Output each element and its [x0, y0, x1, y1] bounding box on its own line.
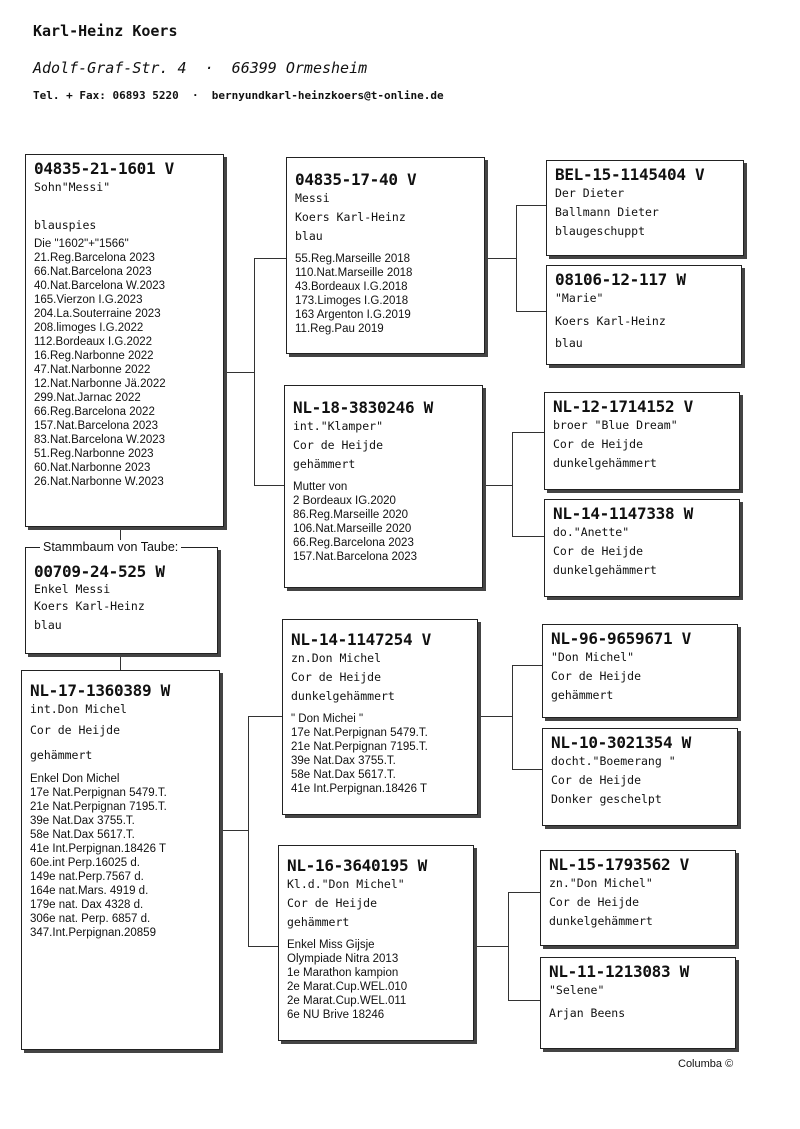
results-list: [287, 938, 465, 1022]
result-line: 60.Nat.Narbonne 2023: [34, 462, 151, 474]
pigeon-desc: blaugeschuppt: [555, 224, 646, 238]
results-list: [34, 237, 215, 489]
connector: [508, 1000, 540, 1001]
connector: [508, 892, 540, 893]
pigeon-desc: Cor de Heijde: [551, 773, 642, 787]
result-line: 39e Nat.Dax 3755.T.: [291, 755, 396, 767]
result-line: 299.Nat.Jarnac 2022: [34, 392, 141, 404]
connector: [483, 485, 512, 486]
connector: [478, 716, 512, 717]
result-line: 112.Bordeaux I.G.2022: [34, 336, 153, 348]
pigeon-desc: Cor de Heijde: [551, 669, 642, 683]
result-line: 41e Int.Perpignan.18426 T: [30, 843, 166, 855]
great-grandparent-card-8: [540, 957, 736, 1049]
grandparent-card-3: [282, 619, 478, 815]
connector: [512, 536, 544, 537]
result-line: 204.La.Souterraine 2023: [34, 308, 161, 320]
ring-number: NL-14-1147338 W: [553, 504, 693, 523]
ring-number: 04835-17-40 V: [295, 170, 417, 189]
great-grandparent-card-6: [542, 728, 738, 826]
result-line: 2 Bordeaux IG.2020: [293, 495, 396, 507]
result-line: 157.Nat.Barcelona 2023: [293, 551, 418, 563]
result-line: 39e Nat.Dax 3755.T.: [30, 815, 135, 827]
result-line: 16.Reg.Narbonne 2022: [34, 350, 154, 362]
result-line: 17e Nat.Perpignan 5479.T.: [291, 727, 428, 739]
result-line: 17e Nat.Perpignan 5479.T.: [30, 787, 167, 799]
connector: [248, 716, 249, 946]
ring-number: NL-14-1147254 V: [291, 630, 431, 649]
connector: [248, 946, 282, 947]
result-line: 58e Nat.Dax 5617.T.: [30, 829, 135, 841]
result-line: " Don Michei ": [291, 713, 364, 725]
pigeon-desc: Der Dieter: [555, 186, 625, 200]
ring-number: NL-18-3830246 W: [293, 398, 433, 417]
pigeon-desc: blau: [295, 229, 323, 243]
pigeon-desc: do."Anette": [553, 525, 630, 539]
result-line: Olympiade Nitra 2013: [287, 953, 399, 965]
pigeon-desc: dunkelgehämmert: [553, 456, 657, 470]
result-line: Enkel Miss Gijsje: [287, 939, 375, 951]
results-list: [30, 772, 211, 940]
pigeon-desc: blauspies: [34, 218, 97, 232]
pigeon-desc: Koers Karl-Heinz: [295, 210, 406, 224]
result-line: 40.Nat.Barcelona W.2023: [34, 280, 166, 292]
result-line: 208.limoges I.G.2022: [34, 322, 144, 334]
connector: [516, 205, 546, 206]
pigeon-desc: Sohn"Messi": [34, 180, 111, 194]
result-line: 173.Limoges I.G.2018: [295, 295, 409, 307]
pigeon-desc: gehämmert: [551, 688, 614, 702]
great-grandparent-card-1: [546, 160, 744, 256]
pigeon-desc: Cor de Heijde: [287, 896, 378, 910]
result-line: 60e.int Perp.16025 d.: [30, 857, 140, 869]
result-line: 2e Marat.Cup.WEL.011: [287, 995, 407, 1007]
connector: [120, 654, 121, 670]
great-grandparent-card-2: [546, 265, 742, 365]
connector: [512, 432, 513, 536]
ring-number: NL-10-3021354 W: [551, 733, 691, 752]
connector: [474, 946, 508, 947]
pigeon-desc: Ballmann Dieter: [555, 205, 659, 219]
ring-number: NL-16-3640195 W: [287, 856, 427, 875]
result-line: 12.Nat.Narbonne Jä.2022: [34, 378, 166, 390]
connector: [254, 258, 286, 259]
pigeon-desc: Donker geschelpt: [551, 792, 662, 806]
result-line: 2e Marat.Cup.WEL.010: [287, 981, 408, 993]
ring-number: NL-12-1714152 V: [553, 397, 693, 416]
pigeon-desc: int."Klamper": [293, 419, 384, 433]
result-line: Enkel Don Michel: [30, 773, 120, 785]
breeder-contact: Tel. + Fax: 06893 5220 · bernyundkarl-heinzkoers@t-online.de: [33, 89, 444, 102]
result-line: 26.Nat.Narbonne W.2023: [34, 476, 164, 488]
dam-card: [21, 670, 220, 1050]
ring-number: NL-17-1360389 W: [30, 681, 170, 700]
pigeon-desc: dunkelgehämmert: [291, 689, 395, 703]
great-grandparent-card-3: [544, 392, 740, 490]
connector: [254, 485, 286, 486]
connector: [220, 830, 248, 831]
connector: [512, 432, 544, 433]
results-list: [291, 712, 469, 796]
pigeon-desc: zn."Don Michel": [549, 876, 653, 890]
pigeon-desc: "Marie": [555, 291, 604, 305]
results-list: [293, 480, 474, 564]
footer-credit: Columba ©: [678, 1058, 734, 1070]
pigeon-desc: "Don Michel": [551, 650, 635, 664]
result-line: 347.Int.Perpignan.20859: [30, 927, 156, 939]
ring-number: 04835-21-1601 V: [34, 159, 174, 178]
result-line: 164e nat.Mars. 4919 d.: [30, 885, 149, 897]
result-line: 21e Nat.Perpignan 7195.T.: [30, 801, 167, 813]
connector: [516, 311, 546, 312]
great-grandparent-card-5: [542, 624, 738, 718]
result-line: 163 Argenton I.G.2019: [295, 309, 411, 321]
connector: [248, 716, 282, 717]
pigeon-desc: Messi: [295, 191, 330, 205]
pigeon-desc: int.Don Michel: [30, 702, 127, 716]
pigeon-desc: Cor de Heijde: [293, 438, 384, 452]
result-line: 11.Reg.Pau 2019: [295, 323, 384, 335]
result-line: Mutter von: [293, 481, 348, 493]
pigeon-desc: blau: [555, 336, 583, 350]
grandparent-card-1: [286, 157, 485, 354]
result-line: 165.Vierzon I.G.2023: [34, 294, 143, 306]
pigeon-desc: gehämmert: [287, 915, 350, 929]
pigeon-desc: gehämmert: [293, 457, 356, 471]
ring-number: NL-96-9659671 V: [551, 629, 691, 648]
connector: [512, 769, 542, 770]
grandparent-card-4: [278, 845, 474, 1041]
result-line: 55.Reg.Marseille 2018: [295, 253, 411, 265]
result-line: 47.Nat.Narbonne 2022: [34, 364, 151, 376]
great-grandparent-card-4: [544, 499, 740, 597]
connector: [254, 258, 255, 485]
result-line: 149e nat.Perp.7567 d.: [30, 871, 144, 883]
pigeon-desc: Enkel Messi: [34, 582, 111, 596]
result-line: 51.Reg.Narbonne 2023: [34, 448, 154, 460]
result-line: 66.Nat.Barcelona 2023: [34, 266, 152, 278]
result-line: 110.Nat.Marseille 2018: [295, 267, 413, 279]
ring-number: BEL-15-1145404 V: [555, 165, 705, 184]
pigeon-desc: Koers Karl-Heinz: [34, 599, 145, 613]
pigeon-desc: Cor de Heijde: [291, 670, 382, 684]
connector: [516, 205, 517, 311]
pigeon-desc: Cor de Heijde: [553, 544, 644, 558]
result-line: 179e nat. Dax 4328 d.: [30, 899, 144, 911]
ring-number: 00709-24-525 W: [34, 562, 165, 581]
result-line: 6e NU Brive 18246: [287, 1009, 385, 1021]
pigeon-desc: broer "Blue Dream": [553, 418, 678, 432]
result-line: 1e Marathon kampion: [287, 967, 399, 979]
ring-number: NL-11-1213083 W: [549, 962, 689, 981]
pigeon-card-sire-line: [25, 154, 224, 527]
result-line: 106.Nat.Marseille 2020: [293, 523, 412, 535]
pigeon-desc: dunkelgehämmert: [549, 914, 653, 928]
pigeon-desc: Cor de Heijde: [549, 895, 640, 909]
breeder-address: Adolf-Graf-Str. 4 · 66399 Ormesheim: [33, 59, 368, 77]
grandparent-card-2: [284, 385, 483, 588]
pigeon-desc: docht."Boemerang ": [551, 754, 676, 768]
connector: [224, 372, 254, 373]
pigeon-desc: [34, 197, 215, 216]
connector: [512, 665, 542, 666]
connector: [508, 892, 509, 1000]
pigeon-desc: Cor de Heijde: [30, 723, 121, 737]
result-line: 66.Reg.Barcelona 2022: [34, 406, 155, 418]
pigeon-desc: Cor de Heijde: [553, 437, 644, 451]
pigeon-desc: Kl.d."Don Michel": [287, 877, 405, 891]
pigeon-desc: Koers Karl-Heinz: [555, 314, 666, 328]
result-line: 306e nat. Perp. 6857 d.: [30, 913, 151, 925]
ring-number: NL-15-1793562 V: [549, 855, 689, 874]
pigeon-desc: blau: [34, 618, 62, 632]
result-line: 43.Bordeaux I.G.2018: [295, 281, 408, 293]
pedigree-label: Stammbaum von Taube:: [40, 540, 181, 554]
great-grandparent-card-7: [540, 850, 736, 946]
result-line: 21.Reg.Barcelona 2023: [34, 252, 155, 264]
pigeon-desc: dunkelgehämmert: [553, 563, 657, 577]
connector: [485, 258, 516, 259]
breeder-name: Karl-Heinz Koers: [33, 22, 178, 40]
result-line: 86.Reg.Marseille 2020: [293, 509, 409, 521]
pigeon-desc: Arjan Beens: [549, 1006, 626, 1020]
pigeon-desc: gehämmert: [30, 748, 93, 762]
result-line: Die "1602"+"1566": [34, 238, 129, 250]
pigeon-desc: zn.Don Michel: [291, 651, 382, 665]
result-line: 41e Int.Perpignan.18426 T: [291, 783, 427, 795]
subject-pigeon-card: [25, 547, 218, 654]
result-line: 21e Nat.Perpignan 7195.T.: [291, 741, 428, 753]
result-line: 157.Nat.Barcelona 2023: [34, 420, 159, 432]
result-line: 83.Nat.Barcelona W.2023: [34, 434, 166, 446]
result-line: 58e Nat.Dax 5617.T.: [291, 769, 396, 781]
pigeon-desc: "Selene": [549, 983, 605, 997]
results-list: [295, 252, 476, 336]
connector: [512, 665, 513, 769]
result-line: 66.Reg.Barcelona 2023: [293, 537, 414, 549]
ring-number: 08106-12-117 W: [555, 270, 686, 289]
